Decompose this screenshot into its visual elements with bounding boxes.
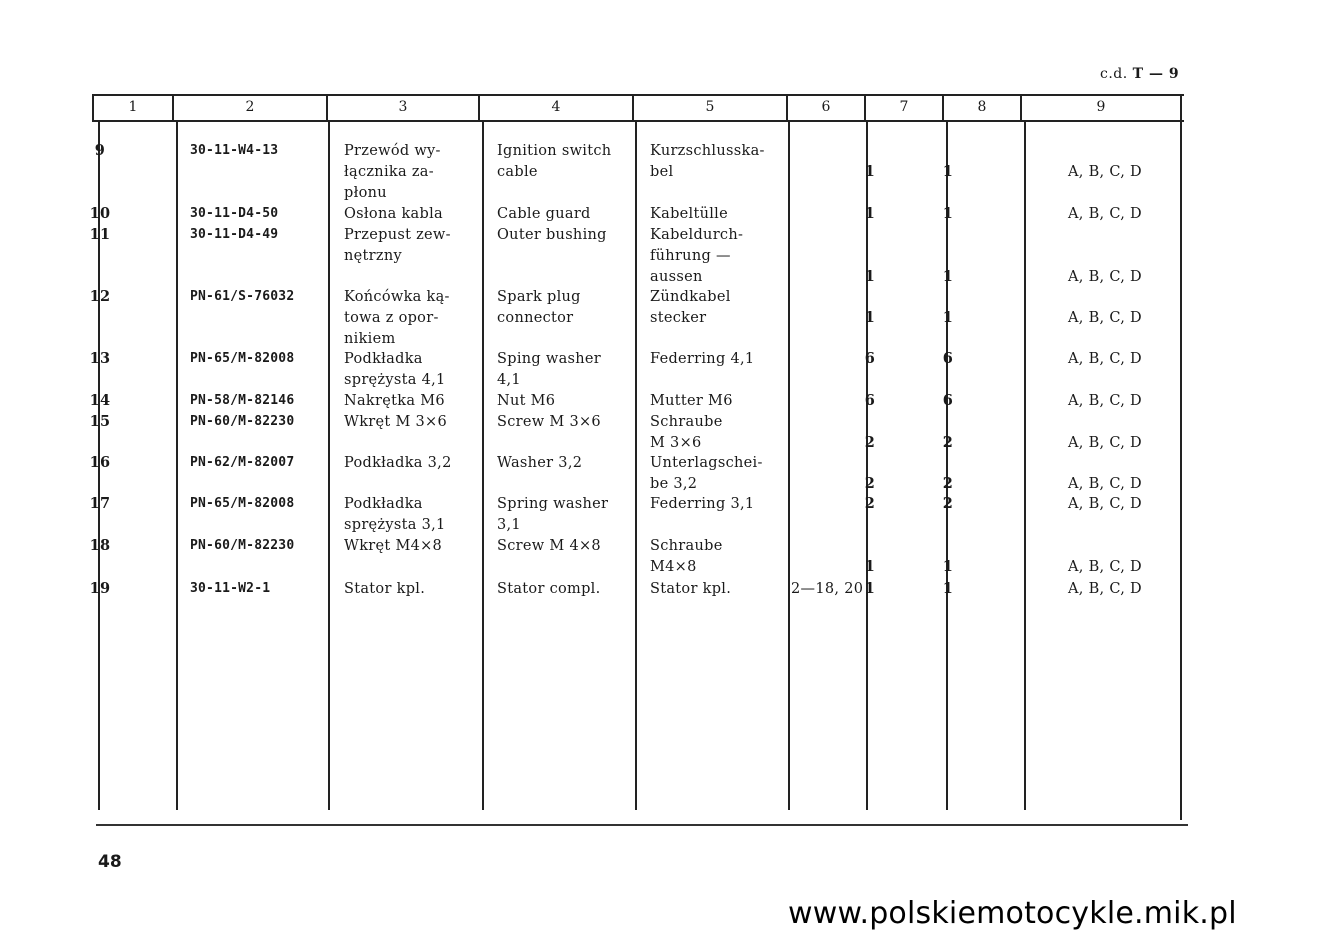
name-german: Federring 4,1 [650, 351, 755, 367]
versions: A, B, C, D [1068, 496, 1142, 512]
versions: A, B, C, D [1068, 434, 1142, 451]
name-english: Washer 3,2 [497, 455, 583, 471]
position-number: 10 [89, 205, 111, 222]
name-english: Sping washer 4,1 [497, 351, 602, 388]
quantity-col-7: 2 [864, 495, 876, 512]
name-english: Outer bushing [497, 227, 607, 243]
quantity-col-7: 2 [864, 474, 876, 492]
column-header-7: 7 [899, 99, 909, 115]
column-header-2: 2 [245, 99, 255, 115]
versions: A, B, C, D [1068, 163, 1142, 180]
name-polish: Podkładka 3,2 [344, 455, 452, 471]
name-english: Nut M6 [497, 393, 556, 409]
table-bottom-rule [96, 824, 1188, 826]
part-number: 30-11-D4-50 [190, 206, 279, 221]
name-english: Screw M 3×6 [497, 414, 601, 430]
name-german: Unterlagschei- be 3,2 [650, 455, 763, 492]
name-polish: Stator kpl. [344, 581, 426, 597]
position-number: 19 [89, 580, 111, 597]
quantity-col-7: 1 [864, 557, 876, 575]
quantity-col-7: 6 [864, 350, 876, 367]
name-polish: Przewód wy- łącznika za- płonu [344, 143, 441, 201]
quantity-col-7: 6 [864, 392, 876, 409]
column-header-8: 8 [977, 99, 987, 115]
name-english: Stator compl. [497, 581, 601, 597]
name-polish: Końcówka ką- towa z opor- nikiem [344, 289, 450, 347]
ref-code: T — 9 [1132, 66, 1180, 82]
quantity-col-8: 1 [942, 308, 954, 326]
name-german: Zündkabel stecker [650, 289, 731, 326]
part-number: PN-60/M-82230 [190, 414, 295, 429]
column-header-1: 1 [128, 99, 138, 115]
quantity-col-8: 2 [942, 474, 954, 492]
name-english: Spark plug connector [497, 289, 581, 326]
column-divider [1180, 94, 1182, 820]
name-polish: Wkręt M4×8 [344, 538, 443, 554]
name-german: Mutter M6 [650, 393, 733, 409]
name-polish: Nakrętka M6 [344, 393, 445, 409]
position-number: 12 [89, 288, 111, 305]
quantity-col-7: 1 [864, 162, 876, 180]
part-number: 30-11-W4-13 [190, 143, 279, 158]
versions: A, B, C, D [1068, 558, 1142, 575]
column-divider [1024, 120, 1026, 810]
table-header-rule [92, 120, 1184, 122]
name-german: Kurzschlusska- bel [650, 143, 765, 180]
name-german: Schraube M 3×6 [650, 414, 723, 451]
name-german: Kabeltülle [650, 206, 728, 222]
quantity-col-8: 1 [942, 267, 954, 285]
versions: A, B, C, D [1068, 393, 1142, 409]
part-number: 30-11-W2-1 [190, 581, 271, 596]
name-english: Cable guard [497, 206, 591, 222]
versions: A, B, C, D [1068, 351, 1142, 367]
quantity-col-8: 6 [942, 350, 954, 367]
quantity-col-8: 1 [942, 162, 954, 180]
name-german: Stator kpl. [650, 581, 732, 597]
quantity-col-8: 1 [942, 580, 954, 597]
quantity-col-8: 6 [942, 392, 954, 409]
name-english: Screw M 4×8 [497, 538, 601, 554]
name-english: Spring washer 3,1 [497, 496, 609, 533]
part-number: PN-62/M-82007 [190, 455, 295, 470]
versions: A, B, C, D [1068, 475, 1142, 492]
name-german: Federring 3,1 [650, 496, 755, 512]
part-number: PN-65/M-82008 [190, 496, 295, 511]
name-polish: Podkładka sprężysta 4,1 [344, 351, 446, 388]
column-divider [635, 120, 637, 810]
quantity-col-7: 1 [864, 205, 876, 222]
part-number: PN-61/S-76032 [190, 289, 295, 304]
quantity-col-8: 1 [942, 205, 954, 222]
part-number: PN-58/M-82146 [190, 393, 295, 408]
name-polish: Wkręt M 3×6 [344, 414, 447, 430]
column-divider [788, 120, 790, 810]
column-header-5: 5 [705, 99, 715, 115]
quantity-col-8: 2 [942, 495, 954, 512]
column-header-3: 3 [398, 99, 408, 115]
part-number: PN-65/M-82008 [190, 351, 295, 366]
position-number: 15 [89, 413, 111, 430]
column-divider [328, 120, 330, 810]
quantity-col-7: 1 [864, 580, 876, 597]
position-number: 9 [94, 142, 106, 159]
column-header-6: 6 [821, 99, 831, 115]
name-german: Kabeldurch- führung — aussen [650, 227, 744, 285]
position-number: 18 [89, 537, 111, 554]
position-number: 16 [89, 454, 111, 471]
table-continuation-ref [1100, 66, 1179, 82]
page-number: 48 [98, 852, 122, 872]
versions: A, B, C, D [1068, 268, 1142, 285]
part-number: PN-60/M-82230 [190, 538, 295, 553]
versions: A, B, C, D [1068, 581, 1142, 597]
site-watermark: www.polskiemotocykle.mik.pl [788, 896, 1237, 931]
name-polish: Podkładka sprężysta 3,1 [344, 496, 446, 533]
quantity-col-8: 2 [942, 433, 954, 451]
column-divider [482, 120, 484, 810]
position-number: 17 [89, 495, 111, 512]
quantity-col-7: 2 [864, 433, 876, 451]
position-number: 13 [89, 350, 111, 367]
name-german: Schraube M4×8 [650, 538, 723, 575]
column-header-4: 4 [551, 99, 561, 115]
quantity-col-7: 1 [864, 267, 876, 285]
versions: A, B, C, D [1068, 309, 1142, 326]
name-polish: Osłona kabla [344, 206, 443, 222]
name-english: Ignition switch cable [497, 143, 612, 180]
quantity-col-8: 1 [942, 557, 954, 575]
position-number: 14 [89, 392, 111, 409]
quantity-col-7: 1 [864, 308, 876, 326]
column-header-9: 9 [1096, 99, 1106, 115]
position-number: 11 [89, 226, 111, 243]
part-number: 30-11-D4-49 [190, 227, 279, 242]
ref-prefix: c.d. [1100, 66, 1128, 82]
column-divider [176, 120, 178, 810]
column-6-value: 2—18, 20 [791, 581, 864, 597]
name-polish: Przepust zew- nętrzny [344, 227, 451, 264]
versions: A, B, C, D [1068, 206, 1142, 222]
